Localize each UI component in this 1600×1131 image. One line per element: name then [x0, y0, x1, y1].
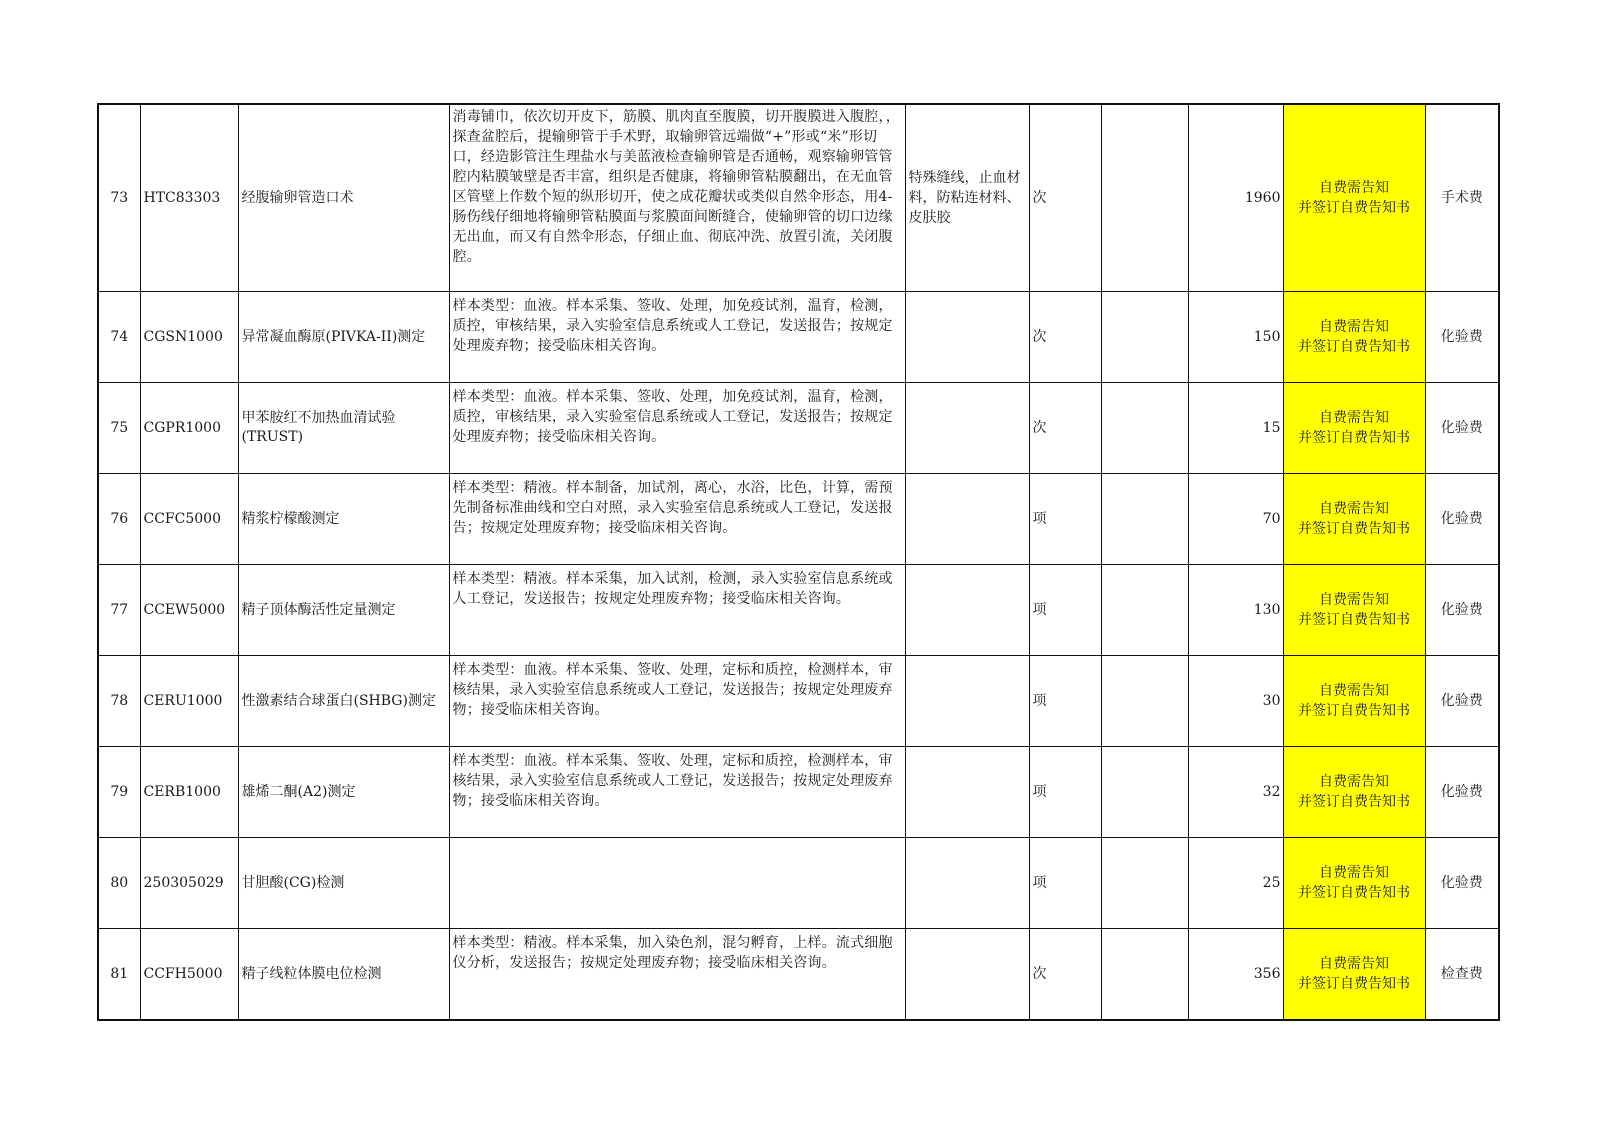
table-row [98, 747, 1499, 838]
self-pay-note [1283, 929, 1425, 1021]
self-pay-note [1283, 656, 1425, 747]
item-name: 雄烯二酮(A2)测定 [238, 747, 449, 838]
row-index: 77 [98, 565, 140, 656]
row-index: 74 [98, 292, 140, 383]
excluded-materials [905, 292, 1029, 383]
fee-category: 化验费 [1425, 747, 1499, 838]
row-index: 78 [98, 656, 140, 747]
self-pay-note-line2: 并签订自费告知书 [1298, 430, 1410, 446]
item-price: 15 [1188, 383, 1283, 474]
table-row [98, 292, 1499, 383]
empty-cell [1101, 656, 1188, 747]
item-name: 精浆柠檬酸测定 [238, 474, 449, 565]
table-row [98, 929, 1499, 1021]
self-pay-note-line2: 并签订自费告知书 [1298, 521, 1410, 537]
billing-unit: 项 [1029, 474, 1101, 565]
fee-category: 化验费 [1425, 474, 1499, 565]
self-pay-note-line2: 并签订自费告知书 [1298, 976, 1410, 992]
self-pay-note-line2: 并签订自费告知书 [1298, 794, 1410, 810]
row-index: 76 [98, 474, 140, 565]
row-index: 75 [98, 383, 140, 474]
self-pay-note-line1: 自费需告知 [1319, 865, 1389, 881]
item-name: 经腹输卵管造口术 [238, 104, 449, 292]
excluded-materials [905, 383, 1029, 474]
excluded-materials [905, 565, 1029, 656]
row-index: 79 [98, 747, 140, 838]
item-description: 样本类型：血液。样本采集、签收、处理，加免疫试剂，温育，检测，质控，审核结果，录入实验室信息系统或人工登记，发送报告；按规定处理废弃物；接受临床相关咨询。 [449, 383, 905, 474]
item-price: 356 [1188, 929, 1283, 1021]
billing-unit: 次 [1029, 104, 1101, 292]
self-pay-note [1283, 474, 1425, 565]
fee-category: 化验费 [1425, 383, 1499, 474]
empty-cell [1101, 929, 1188, 1021]
item-price: 32 [1188, 747, 1283, 838]
item-code: CCFH5000 [140, 929, 238, 1021]
self-pay-note-line1: 自费需告知 [1319, 683, 1389, 699]
item-price: 70 [1188, 474, 1283, 565]
billing-unit: 次 [1029, 292, 1101, 383]
empty-cell [1101, 104, 1188, 292]
item-description: 样本类型：精液。样本采集，加入染色剂，混匀孵育，上样。流式细胞仪分析，发送报告；按规定处理废弃物；接受临床相关咨询。 [449, 929, 905, 1021]
item-description: 样本类型：血液。样本采集、签收、处理，定标和质控，检测样本，审核结果，录入实验室信息系统或人工登记，发送报告；按规定处理废弃物；接受临床相关咨询。 [449, 656, 905, 747]
self-pay-note-line1: 自费需告知 [1319, 410, 1389, 426]
table-row [98, 104, 1499, 292]
item-price: 130 [1188, 565, 1283, 656]
excluded-materials [905, 747, 1029, 838]
item-price: 25 [1188, 838, 1283, 929]
self-pay-note-line1: 自费需告知 [1319, 180, 1389, 196]
item-price: 30 [1188, 656, 1283, 747]
self-pay-note [1283, 838, 1425, 929]
item-code: CCFC5000 [140, 474, 238, 565]
item-name: 异常凝血酶原(PIVKA-II)测定 [238, 292, 449, 383]
billing-unit: 次 [1029, 929, 1101, 1021]
row-index: 73 [98, 104, 140, 292]
item-name: 性激素结合球蛋白(SHBG)测定 [238, 656, 449, 747]
table-row [98, 565, 1499, 656]
self-pay-note-line1: 自费需告知 [1319, 956, 1389, 972]
empty-cell [1101, 565, 1188, 656]
self-pay-note-line1: 自费需告知 [1319, 774, 1389, 790]
billing-unit: 项 [1029, 747, 1101, 838]
item-code: CERU1000 [140, 656, 238, 747]
item-description: 样本类型：血液。样本采集、签收、处理，加免疫试剂，温育，检测，质控，审核结果，录入实验室信息系统或人工登记，发送报告；按规定处理废弃物；接受临床相关咨询。 [449, 292, 905, 383]
billing-unit: 项 [1029, 565, 1101, 656]
item-name: 甲苯胺红不加热血清试验(TRUST) [238, 383, 449, 474]
table-row [98, 383, 1499, 474]
billing-unit: 项 [1029, 838, 1101, 929]
self-pay-note [1283, 292, 1425, 383]
empty-cell [1101, 747, 1188, 838]
item-code: 250305029 [140, 838, 238, 929]
self-pay-note [1283, 747, 1425, 838]
item-description: 样本类型：精液。样本制备，加试剂，离心，水浴，比色，计算，需预先制备标准曲线和空白对照，录入实验室信息系统或人工登记，发送报告；按规定处理废弃物；接受临床相关咨询。 [449, 474, 905, 565]
self-pay-note-line2: 并签订自费告知书 [1298, 703, 1410, 719]
item-name: 精子顶体酶活性定量测定 [238, 565, 449, 656]
billing-unit: 次 [1029, 383, 1101, 474]
item-name: 甘胆酸(CG)检测 [238, 838, 449, 929]
item-description: 消毒铺巾，依次切开皮下，筋膜、肌肉直至腹膜，切开腹膜进入腹腔，，探查盆腔后，提输卵管于手术野，取输卵管远端做“+”形或“米”形切口，经造影管注生理盐水与美蓝液检查输卵管是否通畅，观察输卵管管腔内粘膜皱壁是否丰富，组织是否健康，将输卵管粘膜翻出，在无血管区管壁上作数个短的纵形切开，使之成花瓣状或类似自然伞形态，用4-肠伤线仔细地将输卵管粘膜面与浆膜面间断缝合，使输卵管的切口边缘无出血，而又有自然伞形态，仔细止血、彻底冲洗、放置引流，关闭腹腔。 [449, 104, 905, 292]
item-code: CGSN1000 [140, 292, 238, 383]
table-row [98, 656, 1499, 747]
table-row [98, 838, 1499, 929]
self-pay-note-line1: 自费需告知 [1319, 592, 1389, 608]
fee-category: 手术费 [1425, 104, 1499, 292]
self-pay-note-line1: 自费需告知 [1319, 501, 1389, 517]
excluded-materials [905, 474, 1029, 565]
empty-cell [1101, 474, 1188, 565]
self-pay-note-line2: 并签订自费告知书 [1298, 612, 1410, 628]
excluded-materials [905, 838, 1029, 929]
self-pay-note [1283, 383, 1425, 474]
item-description [449, 838, 905, 929]
self-pay-note-line2: 并签订自费告知书 [1298, 339, 1410, 355]
self-pay-note [1283, 104, 1425, 292]
excluded-materials [905, 656, 1029, 747]
item-price: 150 [1188, 292, 1283, 383]
self-pay-note-line2: 并签订自费告知书 [1298, 200, 1410, 216]
row-index: 80 [98, 838, 140, 929]
fee-category: 化验费 [1425, 838, 1499, 929]
empty-cell [1101, 383, 1188, 474]
empty-cell [1101, 292, 1188, 383]
billing-unit: 项 [1029, 656, 1101, 747]
self-pay-note-line1: 自费需告知 [1319, 319, 1389, 335]
item-description: 样本类型：血液。样本采集、签收、处理，定标和质控，检测样本，审核结果，录入实验室信息系统或人工登记，发送报告；按规定处理废弃物；接受临床相关咨询。 [449, 747, 905, 838]
empty-cell [1101, 838, 1188, 929]
item-code: CERB1000 [140, 747, 238, 838]
self-pay-note [1283, 565, 1425, 656]
fee-category: 化验费 [1425, 656, 1499, 747]
item-description: 样本类型：精液。样本采集，加入试剂，检测，录入实验室信息系统或人工登记，发送报告；按规定处理废弃物；接受临床相关咨询。 [449, 565, 905, 656]
fee-category: 检查费 [1425, 929, 1499, 1021]
item-price: 1960 [1188, 104, 1283, 292]
fee-category: 化验费 [1425, 292, 1499, 383]
item-code: HTC83303 [140, 104, 238, 292]
row-index: 81 [98, 929, 140, 1021]
self-pay-note-line2: 并签订自费告知书 [1298, 885, 1410, 901]
item-code: CGPR1000 [140, 383, 238, 474]
fee-category: 化验费 [1425, 565, 1499, 656]
fee-table [97, 103, 1500, 1021]
item-name: 精子线粒体膜电位检测 [238, 929, 449, 1021]
excluded-materials: 特殊缝线，止血材料，防粘连材料、皮肤胶 [905, 104, 1029, 292]
table-row [98, 474, 1499, 565]
item-code: CCEW5000 [140, 565, 238, 656]
excluded-materials [905, 929, 1029, 1021]
